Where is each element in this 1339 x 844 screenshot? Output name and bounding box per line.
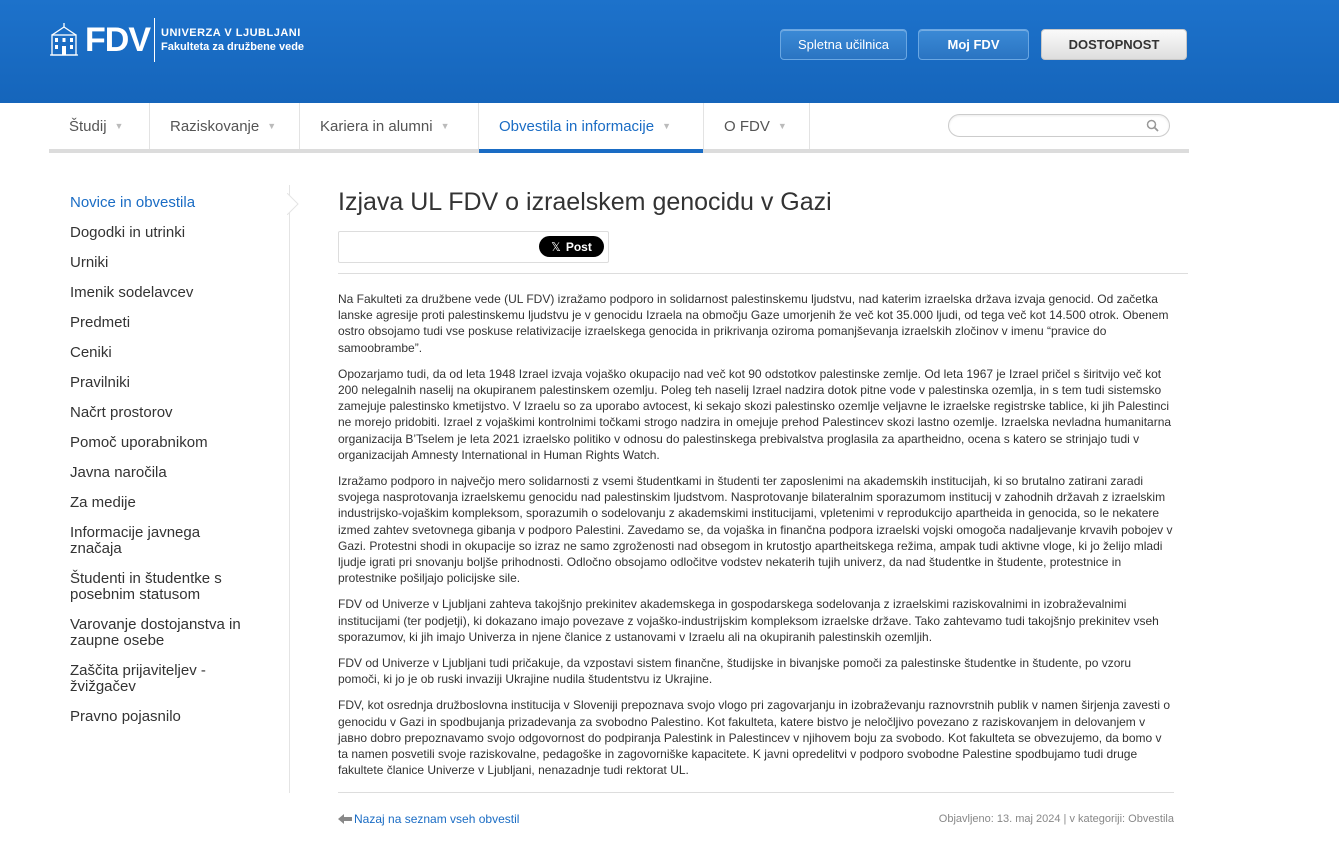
x-post-button[interactable]: [539, 236, 604, 257]
fdv-logo[interactable]: [49, 18, 304, 62]
sidebar: [49, 185, 290, 793]
sidebar-item-pravilniki[interactable]: Pravilniki: [70, 374, 131, 391]
sidebar-item-varovanje[interactable]: Varovanje dostojanstva in zaupne osebe: [70, 616, 241, 649]
article-paragraph: Na Fakulteti za družbene vede (UL FDV) izražamo podporo in solidarnost palestinskemu ljudstvu, nad katerim izraelska država izvaja genocid. Od začetka lanske agresije proti palestinskemu ljudstvu je v genocidu Izraela na območju Gaze umorjenih že več kot 35.000 ljudi, od tega več kot 14.500 otrok. Obenem ostro obsojamo tudi vse poskuse relativizacije izraelskega genocida in prikrivanja oziroma pomanjševanja izraelskih zločinov v imenu “pravice do samoobrambe”.: [338, 292, 1169, 355]
divider: [338, 273, 1188, 274]
faculty-name: Fakulteta za družbene vede: [161, 41, 305, 53]
sidebar-item-informacije[interactable]: Informacije javnega značaja: [70, 524, 201, 557]
sidebar-item-imenik[interactable]: Imenik sodelavcev: [70, 284, 194, 301]
page-title: Izjava UL FDV o izraelskem genocidu v Gazi: [338, 188, 832, 216]
main-nav: [49, 103, 1189, 153]
nav-item-label: Raziskovanje: [170, 117, 260, 135]
university-name: UNIVERZA V LJUBLJANI: [161, 27, 301, 39]
article-paragraph: FDV, kot osrednja družboslovna institucija v Sloveniji prepoznava svojo vlogo pri zagovarjanju in izobraževanju raznovrstnih publik v namen širjenja zavesti o genocidu v Gazi in spodbujanja prizadevanja za svobodno Palestino. Kot fakulteta, katere bistvo je neločljivo povezano z raziskovanjem in delovanjem v jавно dobro prepoznavamo svojo odgovornost do podpiranja Palestink in Palestincev v njihovem boju za svobodo. Kot fakulteta se obvezujemo, da bomo v ta namen posvetili svoje raziskovalne, pedagoške in zagovorniške kapacitete. K javni opredelitvi v podporo svobodne Palestine spodbujamo tudi druge fakultete članice Univerze v Ljubljani, nenazadnje tudi rektorat UL.: [338, 698, 1170, 778]
sidebar-item-nacrt-prostorov[interactable]: Načrt prostorov: [70, 404, 173, 421]
article-paragraph: Izražamo podporo in največjo mero solidarnosti z vsemi študentkami in študenti ter zaposlenimi na akademskih institucijah, ki so brutalno zatirani zaradi svojega nasprotovanja izraelskemu genocidu nad palestinskim ljudstvom. Nasprotovanje bilateralnim sporazumom institucij v zahodnih državah z izraelskim industrijsko-vojaškim kompleksom, sporazumih o sodelovanju z akademskimi institucijami, vpletenimi v reprodukcijo apartheida in genocida, so le nekatere izmed zahtev svetovnega gibanja v podporo Palestini. Zavedamo se, da vojaška in finančna podpora izraelski vojski omogoča nadaljevanje krvavih pobojev v Gazi. Protestni shodi in okupacije so izraz ne samo zgroženosti nad obsegom in krutostjo apartheitskega režima, ampak tudi aktivne vloge, ki jo želijo mladi ljudje igrati pri snovanju boljše prihodnosti. Odločno obsojamo odločitve vodstev nekaterih tujih univerz, da nad študentke in študente, protestnice in protestnike pošiljajo policijske sile.: [338, 474, 1173, 586]
logo-subtitle: [161, 26, 304, 54]
nav-item-obvestila[interactable]: [479, 103, 704, 149]
logo-divider: [154, 18, 155, 62]
active-indicator-arrow: [287, 193, 299, 215]
article-paragraph: FDV od Univerze v Ljubljani tudi pričakuje, da vzpostavi sistem finančne, študijske in bivanjske pomoči za palestinske študentke in študente, po vzoru pomoči, ki jo je ob ruski invaziji Ukrajine nudila študentstvu iz Ukrajine.: [338, 656, 1132, 687]
spletna-ucilnica-button[interactable]: Spletna učilnica: [780, 29, 907, 60]
back-link-label: Nazaj na seznam vseh obvestil: [354, 812, 520, 826]
nav-item-studij[interactable]: [49, 103, 150, 149]
nav-item-label: Kariera in alumni: [320, 117, 433, 135]
sidebar-item-zascita[interactable]: Zaščita prijaviteljev - žvižgačev: [70, 662, 206, 695]
article-body: [338, 291, 1174, 788]
site-header: [0, 0, 1339, 103]
chevron-down-icon: ▼: [662, 121, 671, 131]
sidebar-item-studenti[interactable]: Študenti in študentke s posebnim statusom: [70, 570, 222, 603]
sidebar-item-novice[interactable]: Novice in obvestila: [70, 194, 196, 211]
article-paragraph: FDV od Univerze v Ljubljani zahteva takojšnjo prekinitev akademskega in gospodarskega sodelovanja z izraelskimi raziskovalnimi in izobraževalnimi institucijami (ter podjetji), ki dokazano imajo povezave z vojaško-industrijskim kompleksom izraelske države. Tako zahtevamo tudi takojšnjo prekinitev vseh sporazumov, ki jih imajo Univerza in njene članice z ustanovami v Izraelu ali na okupiranih palestinskih ozemljih.: [338, 597, 1159, 644]
article-paragraph: Opozarjamo tudi, da od leta 1948 Izrael izvaja vojaško okupacijo nad več kot 90 odstotkov palestinske zemlje. Od leta 1967 je Izrael pričel s širitvijo več kot 200 nelegalnih naselij na okupiranem palestinskem ozemlju. Poleg teh naselij Izrael nadzira dotok pitne vode v palestinska ozemlja, in s tem tudi sistemsko zamejuje palestinsko kmetijstvo. V Izraelu so za uporabo avtocest, ki sekajo skozi palestinsko ozemlje veljavne le izraelske registrske tablice, ki jih Palestinci ne morejo pridobiti. Izrael z vojaškimi kontrolnimi točkami strogo nadzira in omejuje prehod Palestincev skozi lastno ozemlje. Izraelska nevladna humanitarna organizacija B’Tselem je leta 2021 izraelsko politiko v odnosu do palestinskega prebivalstva proglasila za apartheidno, ocena s katero se strinjajo tudi v organizacijah Amnesty International in Human Rights Watch.: [338, 366, 1172, 462]
divider: [338, 792, 1174, 793]
nav-item-raziskovanje[interactable]: [150, 103, 300, 149]
search-icon[interactable]: [1146, 119, 1159, 132]
moj-fdv-button[interactable]: Moj FDV: [918, 29, 1029, 60]
nav-item-label: Študij: [69, 117, 107, 135]
back-to-list-link[interactable]: [338, 812, 519, 826]
sidebar-item-dogodki[interactable]: Dogodki in utrinki: [70, 224, 186, 241]
nav-item-kariera[interactable]: [300, 103, 479, 149]
sidebar-item-javna-narocila[interactable]: Javna naročila: [70, 464, 167, 481]
chevron-down-icon: ▼: [440, 121, 450, 131]
sidebar-item-za-medije[interactable]: Za medije: [70, 494, 136, 511]
sidebar-item-urniki[interactable]: Urniki: [70, 254, 109, 271]
x-logo-icon: 𝕏: [551, 239, 561, 254]
nav-item-o-fdv[interactable]: [704, 103, 810, 149]
chevron-down-icon: ▼: [267, 121, 277, 131]
sidebar-item-pomoc[interactable]: Pomoč uporabnikom: [70, 434, 208, 451]
nav-item-label: O FDV: [724, 117, 770, 135]
share-bar: [338, 231, 609, 263]
x-post-label: Post: [565, 239, 592, 254]
sidebar-item-ceniki[interactable]: Ceniki: [70, 344, 112, 361]
chevron-down-icon: ▼: [777, 121, 787, 131]
accessibility-button[interactable]: DOSTOPNOST: [1041, 29, 1187, 60]
sidebar-item-predmeti[interactable]: Predmeti: [70, 314, 131, 331]
publish-meta: Objavljeno: 13. maj 2024 | v kategoriji: Obvestila: [938, 813, 1174, 825]
chevron-down-icon: ▼: [114, 121, 124, 131]
search-input[interactable]: [948, 114, 1170, 137]
logo-wordmark: FDV: [85, 21, 150, 59]
nav-item-label: Obvestila in informacije: [499, 117, 655, 135]
sidebar-item-pravno[interactable]: Pravno pojasnilo: [70, 708, 181, 725]
building-icon: [49, 21, 79, 59]
arrow-left-icon: [338, 814, 352, 824]
